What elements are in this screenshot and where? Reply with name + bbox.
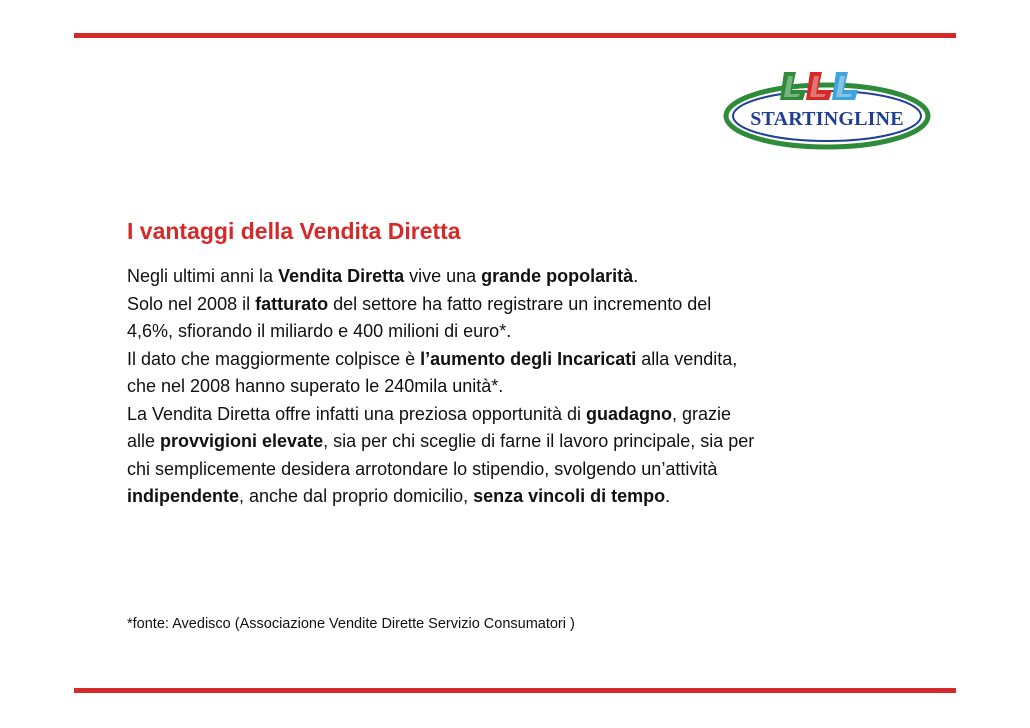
body-line: Il dato che maggiormente colpisce è l’aumento degli Incaricati alla vendita,	[127, 348, 738, 369]
body-line: chi semplicemente desidera arrotondare lo stipendio, svolgendo un’attività	[127, 458, 718, 479]
body-text	[127, 263, 917, 511]
bottom-divider	[74, 688, 956, 693]
body-line: che nel 2008 hanno superato le 240mila unità*.	[127, 376, 504, 396]
body-line: indipendente, anche dal proprio domicilio, senza vincoli di tempo.	[127, 486, 671, 506]
startingline-logo	[722, 64, 932, 154]
body-line: 4,6%, sfiorando il miliardo e 400 milioni di euro*.	[127, 321, 512, 341]
body-line: Solo nel 2008 il fatturato del settore ha fatto registrare un incremento del	[127, 293, 712, 314]
page-title: I vantaggi della Vendita Diretta	[127, 218, 461, 244]
top-divider	[74, 33, 956, 38]
source-footnote: *fonte: Avedisco (Associazione Vendite Dirette Servizio Consumatori )	[127, 616, 575, 632]
body-line: Negli ultimi anni la Vendita Diretta vive una grande popolarità.	[127, 266, 639, 286]
body-line: La Vendita Diretta offre infatti una preziosa opportunità di guadagno, grazie	[127, 403, 731, 424]
logo-wordmark: STARTINGLINE	[750, 108, 904, 130]
body-line: alle provvigioni elevate, sia per chi sceglie di farne il lavoro principale, sia per	[127, 431, 755, 451]
